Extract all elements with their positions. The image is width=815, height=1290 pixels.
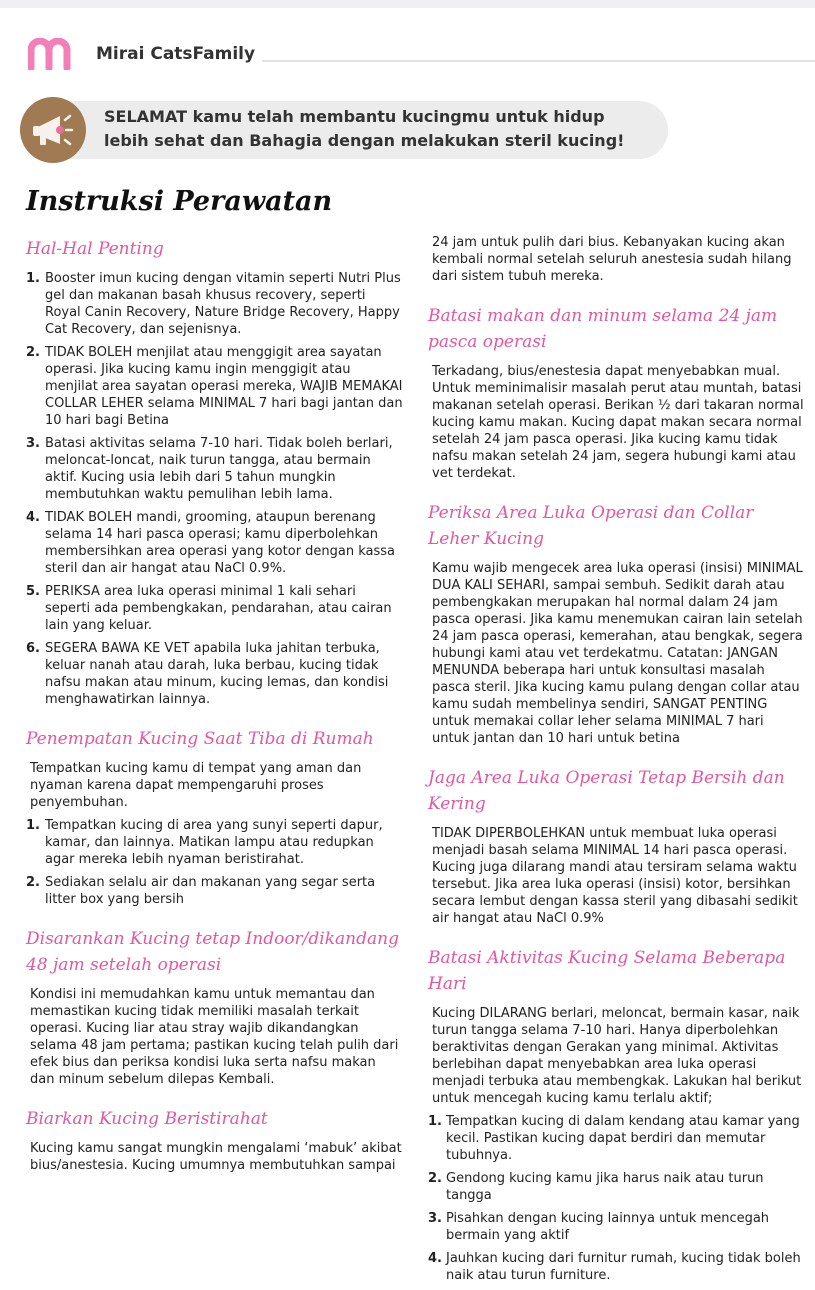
section-heading-makan: Batasi makan dan minum selama 24 jam pasca operasi [428,306,778,352]
aktivitas-intro: Kucing DILARANG berlari, meloncat, bermain kasar, naik turun tangga selama 7-10 hari. Hanya diperbolehkan beraktivitas dengan Gerakan yang minimal. Aktivitas berlebihan dapat menyebabkan area luka operasi menjadi terbuka atau membengkak. Lakukan hal berikut untuk mencegah kucing kamu terlalu aktif; [432,1006,802,1106]
list-number: 1. [428,1114,442,1129]
section-heading-periksa: Periksa Area Luka Operasi dan Collar Leher Kucing [428,503,754,549]
list-item [26,583,404,634]
list-number: 4. [26,510,40,525]
section-heading-indoor: Disarankan Kucing tetap Indoor/dikandang 48 jam setelah operasi [26,929,399,975]
list-item-text: Gendong kucing kamu jika harus naik atau turun tangga [446,1171,764,1203]
list-item-text: PERIKSA area luka operasi minimal 1 kali sehari seperti ada pembengkakan, pendarahan, atau cairan lain yang keluar. [45,584,392,633]
list-item-text: Batasi aktivitas selama 7-10 hari. Tidak boleh berlari, meloncat-loncat, naik turun tangga, atau bermain aktif. Kucing usia lebih dari 5 tahun mungkin membutuhkan waktu pemulihan lebih lama. [45,436,393,502]
list-item-text: Jauhkan kucing dari furnitur rumah, kucing tidak boleh naik atau turun furniture. [446,1251,801,1283]
list-item [428,1250,804,1284]
list-number: 5. [26,584,40,599]
list-item [428,1170,804,1204]
section-heading-hal-penting: Hal-Hal Penting [26,239,164,259]
page-title: Instruksi Perawatan [26,186,333,217]
list-number: 2. [26,875,40,890]
header-divider [262,60,815,62]
periksa-text: Kamu wajib mengecek area luka operasi (insisi) MINIMAL DUA KALI SEHARI, sampai sembuh. Sedikit darah atau pembengkakan merupakan hal normal dalam 24 jam pasca operasi. Jika kamu menemukan cairan lain setelah 24 jam pasca operasi, kemerahan, atau bengkak, segera hubungi kami atau vet terdekatmu. Catatan: JANGAN MENUNDA beberapa hari untuk konsultasi masalah pasca steril. Jika kucing kamu pulang dengan collar atau kamu sudah membelinya sendiri, SANGAT PENTING untuk memakai collar leher selama MINIMAL 7 hari untuk jantan dan 10 hari untuk betina [432,561,803,746]
istirahat-text-part1: Kucing kamu sangat mungkin mengalami ‘mabuk’ akibat bius/anestesia. Kucing umumnya membutuhkan sampai [30,1141,402,1173]
list-item-text: TIDAK BOLEH menjilat atau menggigit area sayatan operasi. Jika kucing kamu ingin menggigit atau menjilat area sayatan operasi mereka, WAJIB MEMAKAI COLLAR LEHER selama MINIMAL 7 hari bagi jantan dan 10 hari bagi Betina [45,345,403,428]
brand-header [28,38,255,70]
list-item [26,874,404,908]
list-number: 6. [26,641,40,656]
megaphone-icon [20,97,86,163]
section-heading-aktivitas: Batasi Aktivitas Kucing Selama Beberapa Hari [428,948,786,994]
list-number: 3. [428,1211,442,1226]
top-bar [0,0,815,8]
indoor-text: Kondisi ini memudahkan kamu untuk memantau dan memastikan kucing tidak memiliki masalah terkait operasi. Kucing liar atau stray wajib dikandangkan selama 48 jam pertama; pastikan kucing telah pulih dari efek bius dan periksa kondisi luka serta nafsu makan dan minum sebelum dilepas Kembali. [30,987,399,1087]
list-item [428,1113,804,1164]
hal-penting-list [26,270,404,708]
list-item-text: SEGERA BAWA KE VET apabila luka jahitan terbuka, keluar nanah atau darah, luka berbau, kucing tidak nafsu makan atau minum, kucing lemas, dan kondisi menghawatirkan lainnya. [45,641,389,707]
list-item-text: Sediakan selalu air dan makanan yang segar serta litter box yang bersih [45,875,376,907]
list-item [26,344,404,429]
aktivitas-list [428,1113,804,1284]
list-item-text: Tempatkan kucing di area yang sunyi seperti dapur, kamar, dan lainnya. Matikan lampu atau redupkan agar mereka lebih nyaman beristirahat. [45,818,383,867]
list-number: 2. [428,1171,442,1186]
list-number: 3. [26,436,40,451]
penempatan-list [26,817,404,908]
list-item [428,1210,804,1244]
left-column [26,236,404,1180]
right-column [428,234,804,1290]
list-item [26,435,404,503]
list-number: 2. [26,345,40,360]
list-item [26,640,404,708]
list-item [26,509,404,577]
list-item [26,817,404,868]
list-item-text: TIDAK BOLEH mandi, grooming, ataupun berenang selama 14 hari pasca operasi; kamu diperbolehkan membersihkan area operasi yang kotor dengan kassa steril dan air hangat atau NaCl 0.9%. [45,510,396,576]
list-number: 1. [26,818,40,833]
list-item-text: Pisahkan dengan kucing lainnya untuk mencegah bermain yang aktif [446,1211,770,1243]
list-item [26,270,404,338]
list-number: 1. [26,271,40,286]
list-item-text: Booster imun kucing dengan vitamin seperti Nutri Plus gel dan makanan basah khusus recovery, seperti Royal Canin Recovery, Nature Bridge Recovery, Happy Cat Recovery, dan sejenisnya. [45,271,401,337]
brand-name: Mirai CatsFamily [96,44,256,64]
m-logo-icon [28,38,76,70]
bersih-text: TIDAK DIPERBOLEHKAN untuk membuat luka operasi menjadi basah selama MINIMAL 14 hari pasca operasi. Kucing juga dilarang mandi atau tersiram selama waktu tersebut. Jika area luka operasi (insisi) kotor, bersihkan secara lembut dengan kassa steril yang dibasahi sedikit air hangat atau NaCl 0.9% [432,826,798,926]
congrats-banner [20,97,668,163]
section-heading-penempatan: Penempatan Kucing Saat Tiba di Rumah [26,729,374,749]
penempatan-intro: Tempatkan kucing kamu di tempat yang aman dan nyaman karena dapat mempengaruhi proses penyembuhan. [30,761,362,810]
section-heading-bersih: Jaga Area Luka Operasi Tetap Bersih dan Kering [428,768,785,814]
istirahat-text-part2: 24 jam untuk pulih dari bius. Kebanyakan kucing akan kembali normal setelah seluruh anestesia sudah hilang dari sistem tubuh mereka. [432,235,792,284]
section-heading-istirahat: Biarkan Kucing Beristirahat [26,1109,268,1129]
list-item-text: Tempatkan kucing di dalam kendang atau kamar yang kecil. Pastikan kucing dapat berdiri dan memutar tubuhnya. [446,1114,800,1163]
list-number: 4. [428,1251,442,1266]
banner-text: SELAMAT kamu telah membantu kucingmu untuk hidup lebih sehat dan Bahagia dengan melakukan steril kucing! [104,107,625,150]
makan-text: Terkadang, bius/enestesia dapat menyebabkan mual. Untuk meminimalisir masalah perut atau muntah, batasi makanan setelah operasi. Berikan ½ dari takaran normal kucing kamu makan. Kucing dapat makan secara normal setelah 24 jam pasca operasi. Jika kucing kamu tidak nafsu makan setelah 24 jam, segera hubungi kami atau vet terdekat. [432,364,804,481]
